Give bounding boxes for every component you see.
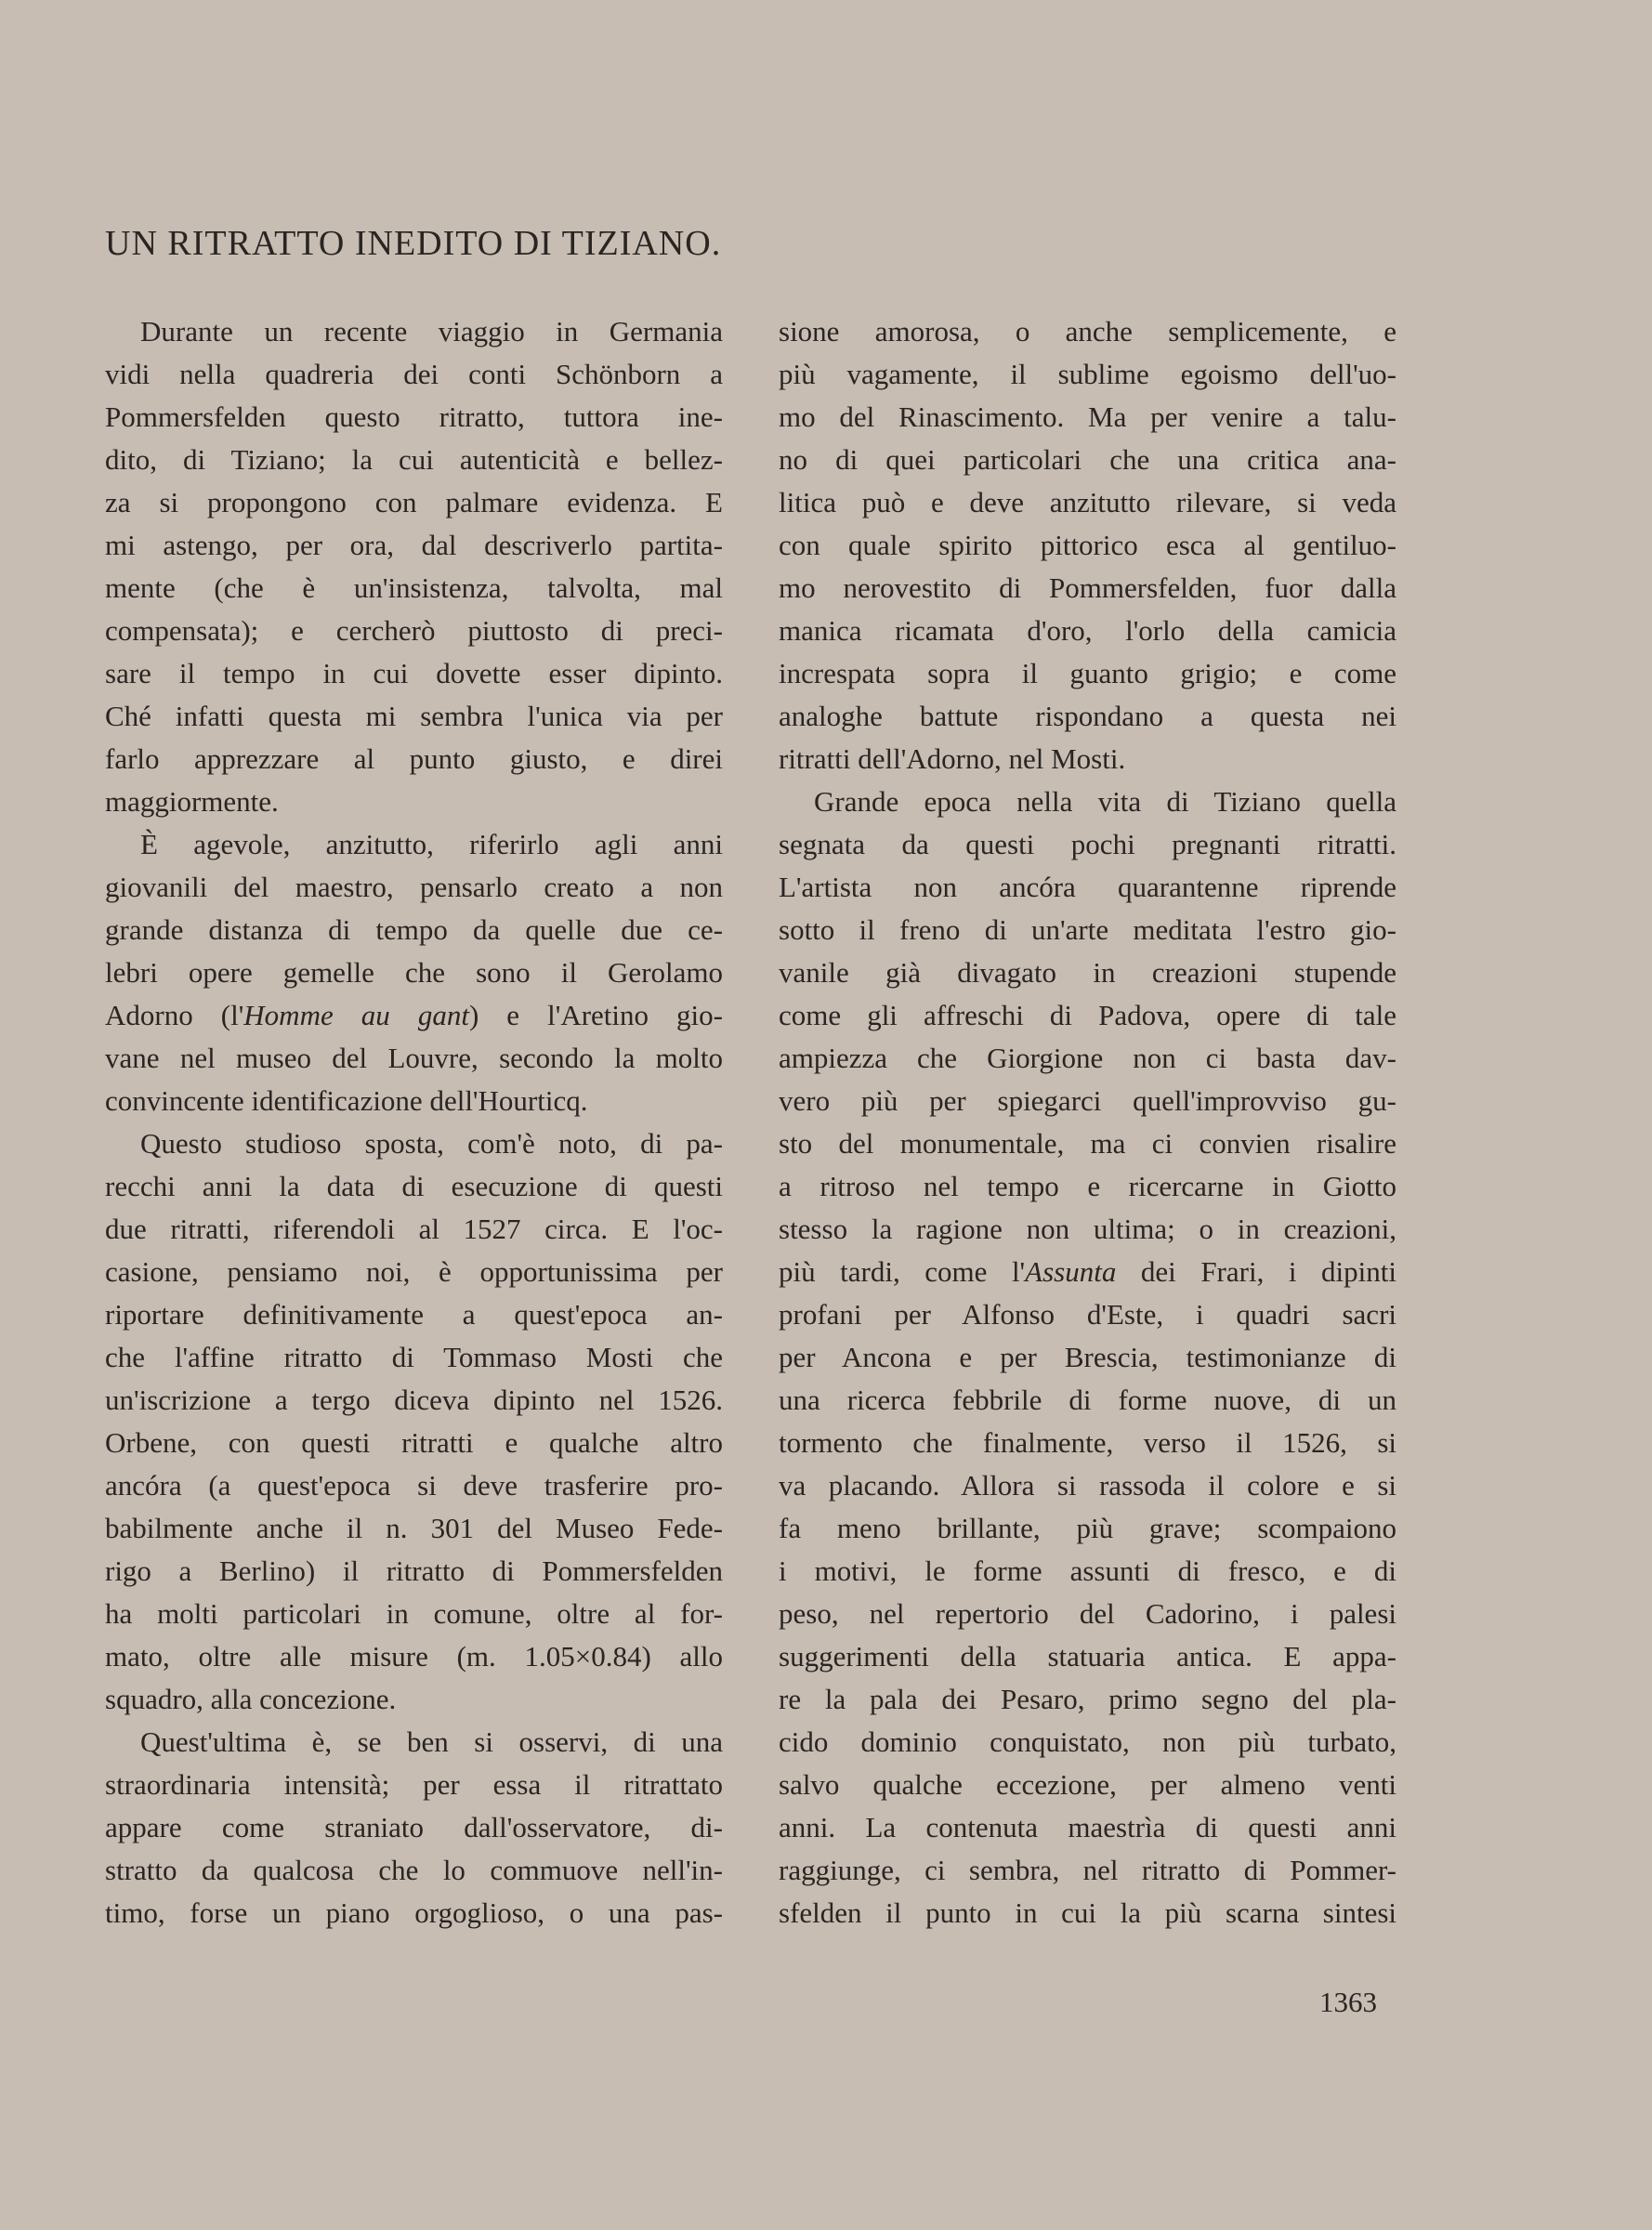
text-line: re la pala dei Pesaro, primo segno del pla- xyxy=(779,1683,1396,1715)
text-line: recchi anni la data di esecuzione di questi xyxy=(105,1170,723,1202)
text-line: Pommersfelden questo ritratto, tuttora ine- xyxy=(105,400,723,433)
text-line: un'iscrizione a tergo diceva dipinto nel 1526. xyxy=(105,1384,723,1416)
text-line: ha molti particolari in comune, oltre al for- xyxy=(105,1597,723,1630)
text-line: salvo qualche eccezione, per almeno venti xyxy=(779,1768,1396,1801)
text-line: vanile già divagato in creazioni stupende xyxy=(779,956,1396,989)
text-line: za si propongono con palmare evidenza. E xyxy=(105,486,723,518)
article-title: UN RITRATTO INEDITO DI TIZIANO. xyxy=(105,224,722,263)
text-line: squadro, alla concezione. xyxy=(105,1683,397,1715)
text-line: rigo a Berlino) il ritratto di Pommersfelden xyxy=(105,1554,723,1587)
text-line: lebri opere gemelle che sono il Gerolamo xyxy=(105,956,723,989)
text-line: Questo studioso sposta, com'è noto, di pa- xyxy=(140,1127,723,1160)
text-line: stesso la ragione non ultima; o in creazioni, xyxy=(779,1213,1396,1245)
text-line: analoghe battute rispondano a questa nei xyxy=(779,700,1396,732)
text-line: Ché infatti questa mi sembra l'unica via per xyxy=(105,700,723,732)
text-line: convincente identificazione dell'Hourticq. xyxy=(105,1084,588,1117)
text-line: giovanili del maestro, pensarlo creato a non xyxy=(105,871,723,903)
text-line: che l'affine ritratto di Tommaso Mosti che xyxy=(105,1341,723,1373)
text-line xyxy=(779,1251,1396,1293)
text-line: ancóra (a quest'epoca si deve trasferire pro- xyxy=(105,1469,723,1502)
text-line: ritratti dell'Adorno, nel Mosti. xyxy=(779,742,1126,775)
left-column xyxy=(105,310,723,1935)
text-line: Grande epoca nella vita di Tiziano quella xyxy=(814,785,1396,818)
text-line: timo, forse un piano orgoglioso, o una pas- xyxy=(105,1896,723,1929)
italic-title: Assunta xyxy=(1025,1255,1117,1288)
text-line: sotto il freno di un'arte meditata l'estro gio- xyxy=(779,913,1396,946)
text-line: sto del monumentale, ma ci convien risalire xyxy=(779,1127,1396,1160)
text-line: Quest'ultima è, se ben si osservi, di una xyxy=(140,1725,723,1758)
text-fragment: ) e l'Aretino gio- xyxy=(468,999,723,1031)
text-line: una ricerca febbrile di forme nuove, di un xyxy=(779,1384,1396,1416)
text-line: sare il tempo in cui dovette esser dipinto. xyxy=(105,657,723,689)
text-line xyxy=(105,994,723,1037)
text-line: increspata sopra il guanto grigio; e come xyxy=(779,657,1396,689)
text-line: per Ancona e per Brescia, testimonianze di xyxy=(779,1341,1396,1373)
text-line: segnata da questi pochi pregnanti ritratti. xyxy=(779,828,1396,860)
text-line: riportare definitivamente a quest'epoca an- xyxy=(105,1298,723,1331)
text-line: profani per Alfonso d'Este, i quadri sacri xyxy=(779,1298,1396,1331)
text-line: mato, oltre alle misure (m. 1.05×0.84) allo xyxy=(105,1640,723,1672)
text-line: maggiormente. xyxy=(105,785,279,818)
text-line: più vagamente, il sublime egoismo dell'uo- xyxy=(779,358,1396,390)
page-number: 1363 xyxy=(1319,1986,1377,2018)
text-fragment: Adorno (l' xyxy=(105,999,244,1031)
text-line: sfelden il punto in cui la più scarna sintesi xyxy=(779,1896,1396,1929)
text-line: straordinaria intensità; per essa il ritrattato xyxy=(105,1768,723,1801)
text-line: come gli affreschi di Padova, opere di tale xyxy=(779,999,1396,1031)
text-line: casione, pensiamo noi, è opportunissima per xyxy=(105,1255,723,1288)
text-line: vero più per spiegarci quell'improvviso gu- xyxy=(779,1084,1396,1117)
text-line: mo nerovestito di Pommersfelden, fuor dalla xyxy=(779,571,1396,604)
text-line: litica può e deve anzitutto rilevare, si veda xyxy=(779,486,1396,518)
text-line: Durante un recente viaggio in Germania xyxy=(140,315,723,348)
italic-title: Homme au gant xyxy=(243,999,469,1031)
text-line: L'artista non ancóra quarantenne riprende xyxy=(779,871,1396,903)
text-line: cido dominio conquistato, non più turbato, xyxy=(779,1725,1396,1758)
text-line: È agevole, anzitutto, riferirlo agli anni xyxy=(140,828,723,860)
text-line: mo del Rinascimento. Ma per venire a talu- xyxy=(779,400,1396,433)
text-line: con quale spirito pittorico esca al gentiluo- xyxy=(779,529,1396,561)
text-line: i motivi, le forme assunti di fresco, e di xyxy=(779,1554,1396,1587)
text-line: manica ricamata d'oro, l'orlo della camicia xyxy=(779,614,1396,647)
text-line: mente (che è un'insistenza, talvolta, mal xyxy=(105,571,723,604)
text-line: stratto da qualcosa che lo commuove nell'in- xyxy=(105,1854,723,1886)
text-line: vane nel museo del Louvre, secondo la molto xyxy=(105,1042,723,1074)
text-line: grande distanza di tempo da quelle due ce- xyxy=(105,913,723,946)
text-line: babilmente anche il n. 301 del Museo Fede- xyxy=(105,1512,723,1544)
text-line: dito, di Tiziano; la cui autenticità e bellez- xyxy=(105,443,723,476)
text-line: due ritratti, riferendoli al 1527 circa. E l'oc- xyxy=(105,1213,723,1245)
text-line: tormento che finalmente, verso il 1526, si xyxy=(779,1426,1396,1459)
right-column xyxy=(779,310,1396,1935)
text-line: anni. La contenuta maestrìa di questi anni xyxy=(779,1811,1396,1843)
text-line: a ritroso nel tempo e ricercarne in Giotto xyxy=(779,1170,1396,1202)
text-line: fa meno brillante, più grave; scompaiono xyxy=(779,1512,1396,1544)
text-line: vidi nella quadreria dei conti Schönborn a xyxy=(105,358,723,390)
text-line: no di quei particolari che una critica ana- xyxy=(779,443,1396,476)
text-line: sione amorosa, o anche semplicemente, e xyxy=(779,315,1396,348)
text-line: raggiunge, ci sembra, nel ritratto di Pommer- xyxy=(779,1854,1396,1886)
text-line: compensata); e cercherò piuttosto di preci- xyxy=(105,614,723,647)
text-fragment: più tardi, come l' xyxy=(779,1255,1026,1288)
text-line: peso, nel repertorio del Cadorino, i palesi xyxy=(779,1597,1396,1630)
text-line: ampiezza che Giorgione non ci basta dav- xyxy=(779,1042,1396,1074)
text-line: appare come straniato dall'osservatore, di- xyxy=(105,1811,723,1843)
text-line: suggerimenti della statuaria antica. E appa- xyxy=(779,1640,1396,1672)
text-fragment: dei Frari, i dipinti xyxy=(1116,1255,1396,1288)
text-line: Orbene, con questi ritratti e qualche altro xyxy=(105,1426,723,1459)
text-line: farlo apprezzare al punto giusto, e direi xyxy=(105,742,723,775)
text-line: va placando. Allora si rassoda il colore e si xyxy=(779,1469,1396,1502)
text-line: mi astengo, per ora, dal descriverlo partita- xyxy=(105,529,723,561)
